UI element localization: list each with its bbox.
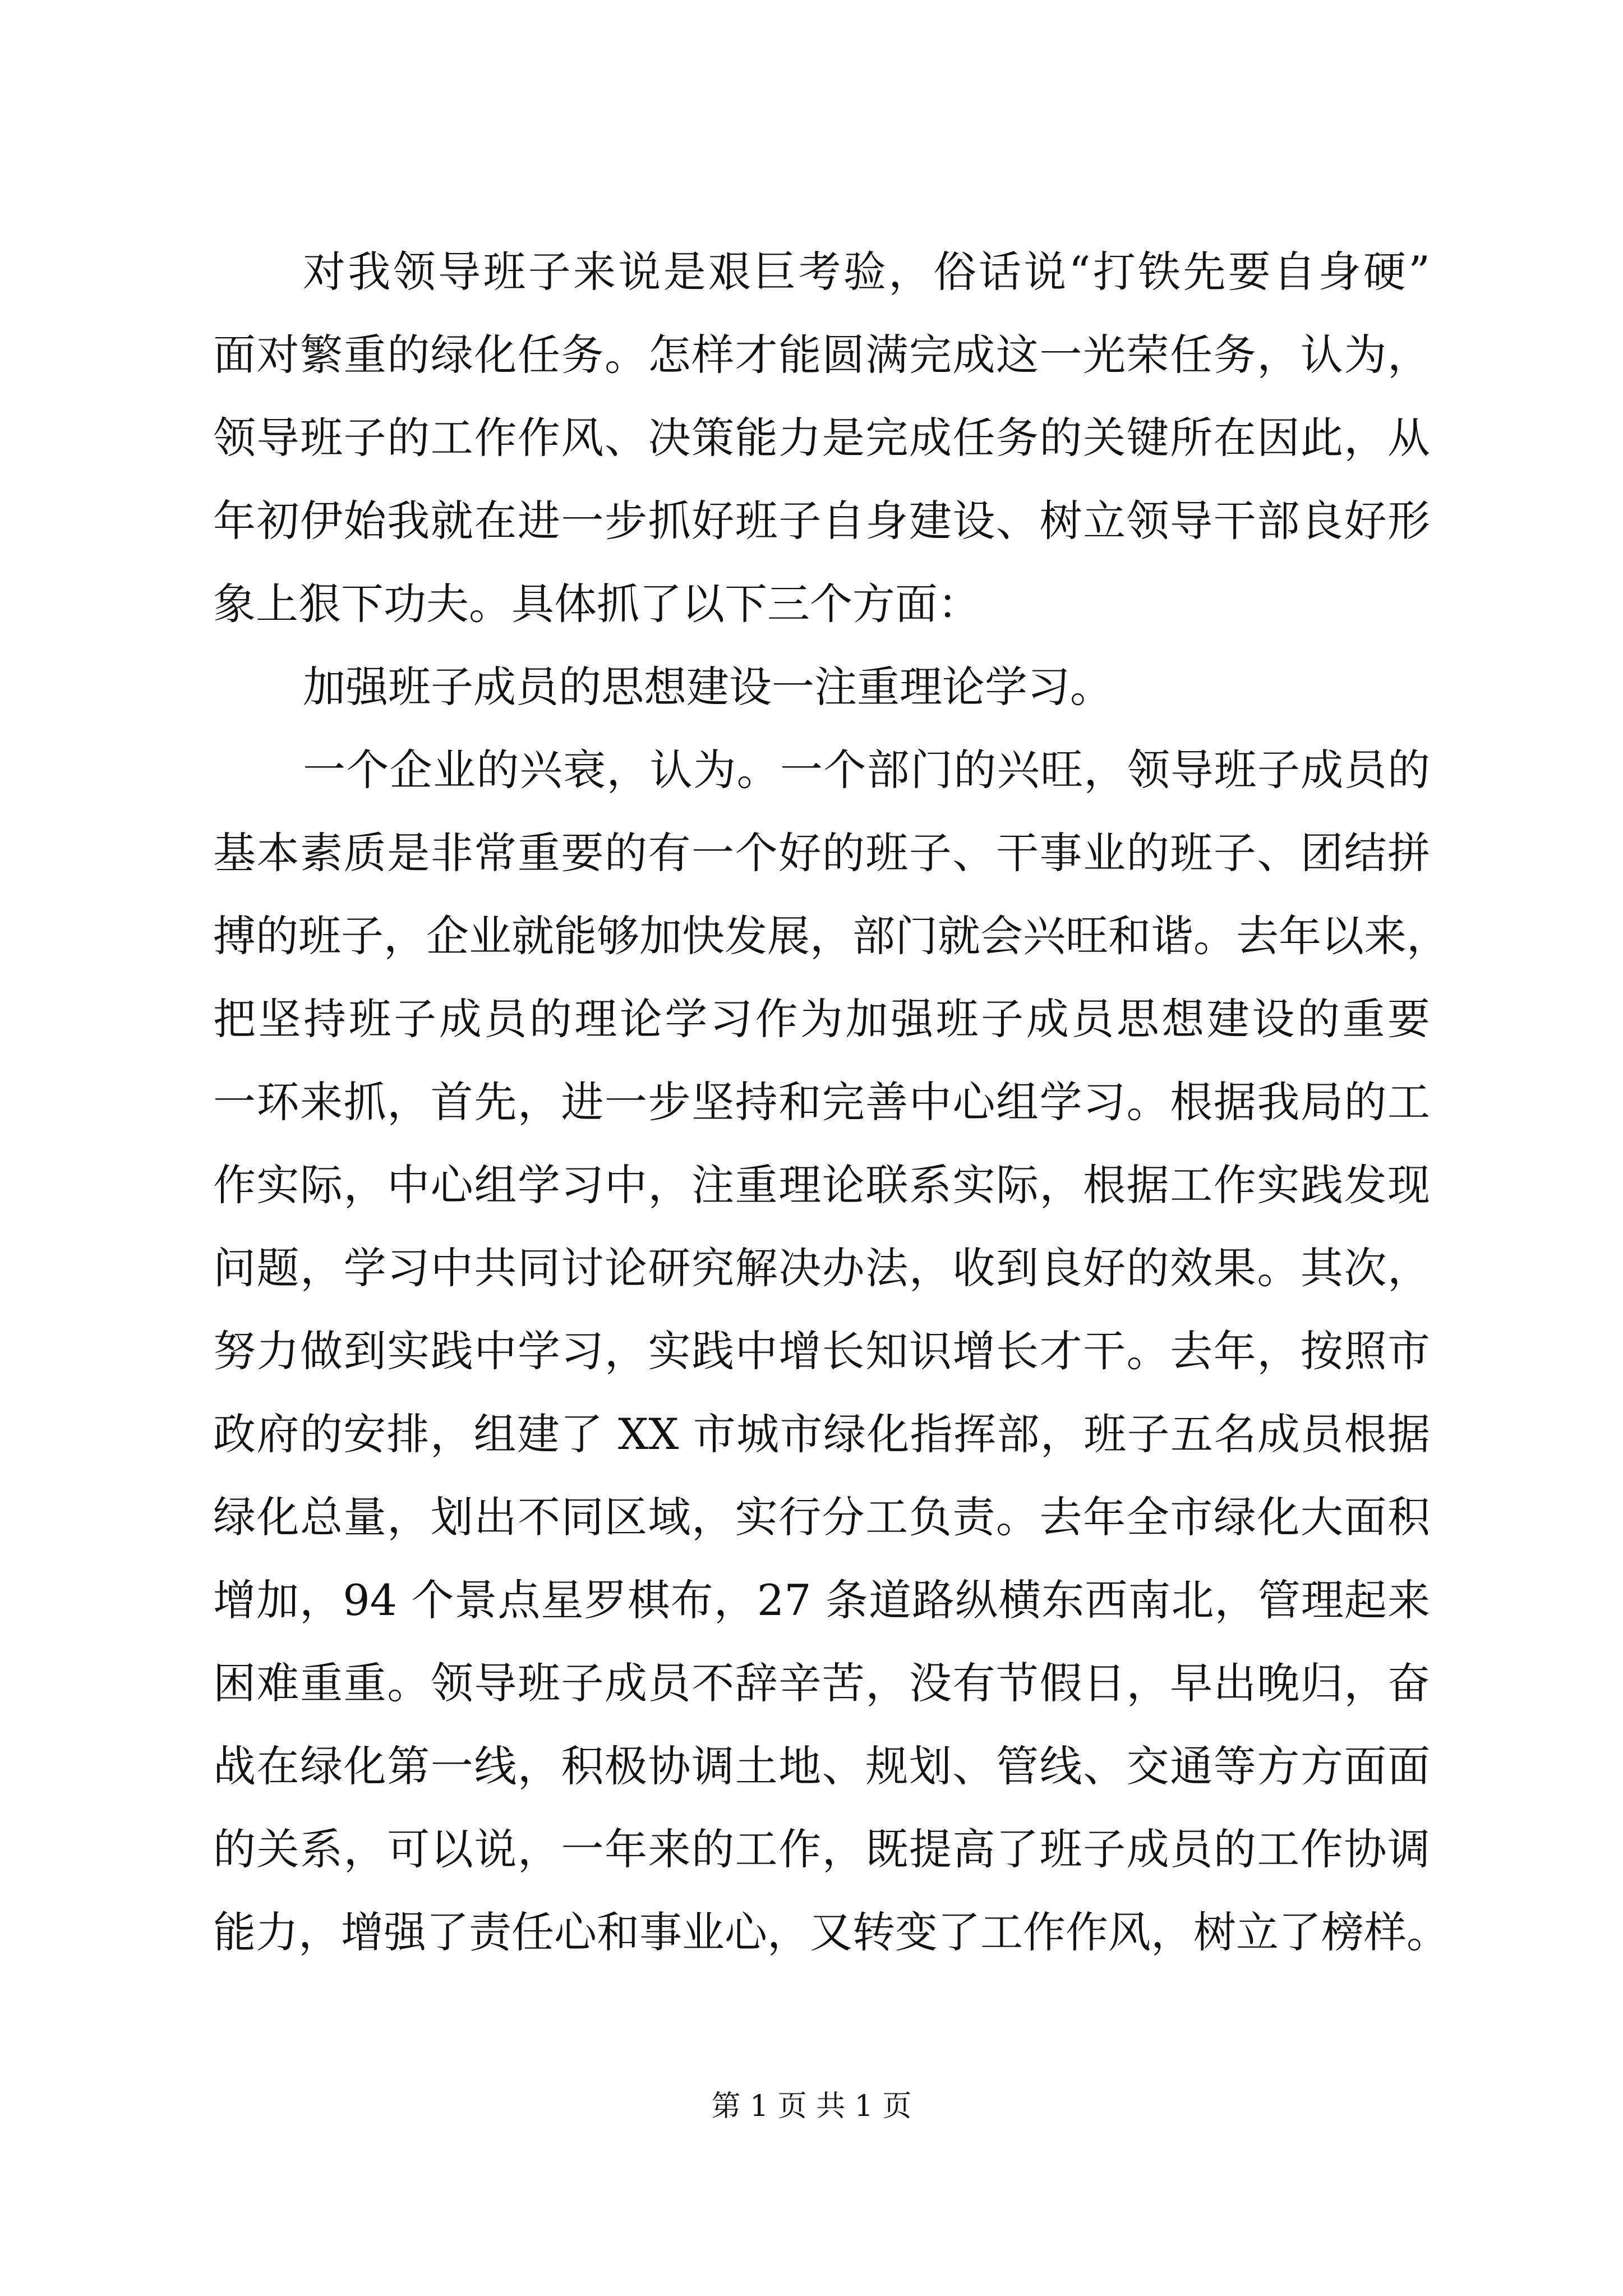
text-line-21: 能力，增强了责任心和事业心，又转变了工作作风，树立了榜样。	[213, 1907, 1449, 1957]
text-line-2: 面对繁重的绿化任务。怎样才能圆满完成这一光荣任务，认为，	[213, 330, 1430, 380]
text-line-20: 的关系，可以说，一年来的工作，既提高了班子成员的工作协调	[213, 1824, 1430, 1874]
page-footer: 第 1 页 共 1 页	[711, 2090, 912, 2123]
text-line-9: 搏的班子，企业就能够加快发展，部门就会兴旺和谐。去年以来，	[213, 911, 1449, 961]
text-line-15: 政府的安排，组建了 XX 市城市绿化指挥部，班子五名成员根据	[213, 1409, 1430, 1459]
text-line-1: 对我领导班子来说是艰巨考验，俗话说“打铁先要自身硬”	[303, 247, 1430, 297]
text-line-18: 困难重重。领导班子成员不辞辛苦，没有节假日，早出晚归，奋	[213, 1658, 1430, 1708]
text-line-12: 作实际，中心组学习中，注重理论联系实际，根据工作实践发现	[213, 1160, 1430, 1210]
text-line-8: 基本素质是非常重要的有一个好的班子、干事业的班子、团结拼	[213, 828, 1430, 878]
text-line-19: 战在绿化第一线，积极协调土地、规划、管线、交通等方方面面	[213, 1741, 1430, 1791]
text-line-3: 领导班子的工作作风、决策能力是完成任务的关键所在因此，从	[213, 413, 1430, 463]
text-line-14: 努力做到实践中学习，实践中增长知识增长才干。去年，按照市	[213, 1326, 1430, 1376]
text-line-11: 一环来抓，首先，进一步坚持和完善中心组学习。根据我局的工	[213, 1077, 1430, 1127]
text-line-17: 增加，94 个景点星罗棋布，27 条道路纵横东西南北，管理起来	[213, 1575, 1430, 1625]
text-line-13: 问题，学习中共同讨论研究解决办法，收到良好的效果。其次，	[213, 1243, 1430, 1293]
text-line-10: 把坚持班子成员的理论学习作为加强班子成员思想建设的重要	[213, 994, 1430, 1044]
text-line-16: 绿化总量，划出不同区域，实行分工负责。去年全市绿化大面积	[213, 1492, 1430, 1542]
text-line-4: 年初伊始我就在进一步抓好班子自身建设、树立领导干部良好形	[213, 496, 1430, 546]
text-line-6: 加强班子成员的思想建设一注重理论学习。	[303, 662, 1113, 712]
text-line-5: 象上狠下功夫。具体抓了以下三个方面：	[213, 579, 980, 629]
text-line-7: 一个企业的兴衰，认为。一个部门的兴旺，领导班子成员的	[303, 745, 1430, 795]
